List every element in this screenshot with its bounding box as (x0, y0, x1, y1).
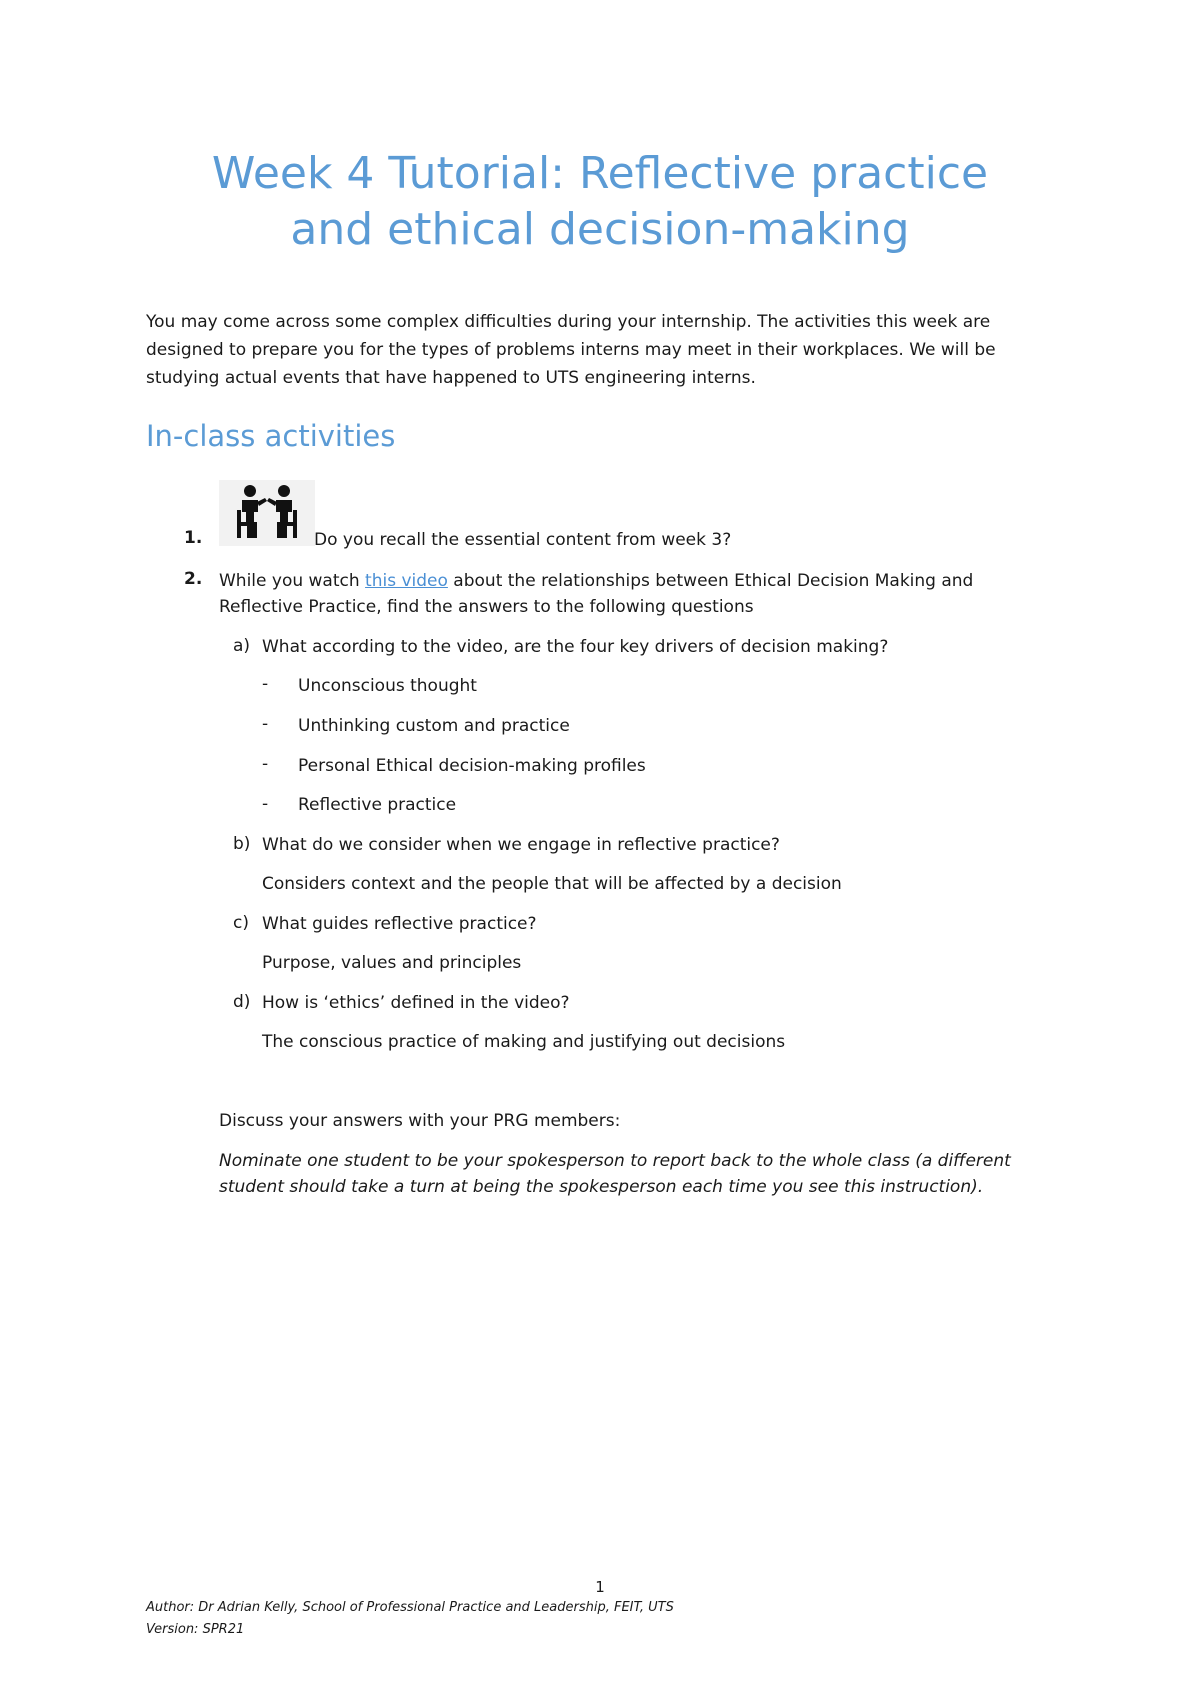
nominate-instruction (219, 1148, 1079, 1200)
question-letter-a: a) (233, 636, 251, 656)
driver-item: Reflective practice (298, 795, 457, 815)
item-number-2: 2. (184, 569, 203, 589)
nominate-line-2: student should take a turn at being the spokesperson each time you see this instruction). (219, 1177, 984, 1197)
bullet-dash: - (262, 714, 269, 734)
discuss-instruction: Discuss your answers with your PRG members: (219, 1111, 621, 1131)
page-title (130, 146, 1070, 258)
page-number: 1 (595, 1578, 605, 1596)
driver-item: Personal Ethical decision-making profiles (298, 756, 646, 776)
item-text-1: Do you recall the essential content from week 3? (314, 530, 732, 550)
footer-author: Author: Dr Adrian Kelly, School of Professional Practice and Leadership, FEIT, UTS (146, 1600, 674, 1615)
bullet-dash: - (262, 754, 269, 774)
bullet-dash: - (262, 674, 269, 694)
discussion-people-icon (219, 480, 315, 546)
question-d: How is ‘ethics’ defined in the video? (262, 993, 570, 1013)
item-2-text-before: While you watch (219, 571, 366, 591)
title-line-2: and ethical decision-making (290, 204, 910, 255)
this-video-link[interactable]: this video (365, 571, 448, 591)
driver-item: Unconscious thought (298, 676, 477, 696)
question-letter-b: b) (233, 834, 251, 854)
answer-d: The conscious practice of making and justifying out decisions (262, 1032, 786, 1052)
question-letter-c: c) (233, 913, 249, 933)
item-2-text-line2: Reflective Practice, find the answers to the following questions (219, 597, 754, 617)
title-line-1: Week 4 Tutorial: Reflective practice (211, 148, 989, 199)
driver-item: Unthinking custom and practice (298, 716, 570, 736)
section-heading: In-class activities (146, 419, 396, 453)
bullet-dash: - (262, 794, 269, 814)
item-number-1: 1. (184, 528, 203, 548)
question-letter-d: d) (233, 992, 251, 1012)
answer-b: Considers context and the people that will be affected by a decision (262, 874, 842, 894)
question-c: What guides reflective practice? (262, 914, 537, 934)
question-a: What according to the video, are the four key drivers of decision making? (262, 637, 889, 657)
footer-version: Version: SPR21 (146, 1622, 245, 1637)
intro-paragraph: You may come across some complex difficulties during your internship. The activities this week are designed to prepare you for the types of problems interns may meet in their workplaces. We will be studying actual events that have happened to UTS engineering interns. (146, 312, 996, 388)
nominate-line-1: Nominate one student to be your spokesperson to report back to the whole class (a different (219, 1151, 1011, 1171)
item-text-2 (219, 568, 1079, 620)
question-b: What do we consider when we engage in reflective practice? (262, 835, 780, 855)
answer-c: Purpose, values and principles (262, 953, 522, 973)
discussion-people-icon-graphic (219, 480, 315, 546)
item-2-text-after: about the relationships between Ethical Decision Making and (447, 571, 974, 591)
